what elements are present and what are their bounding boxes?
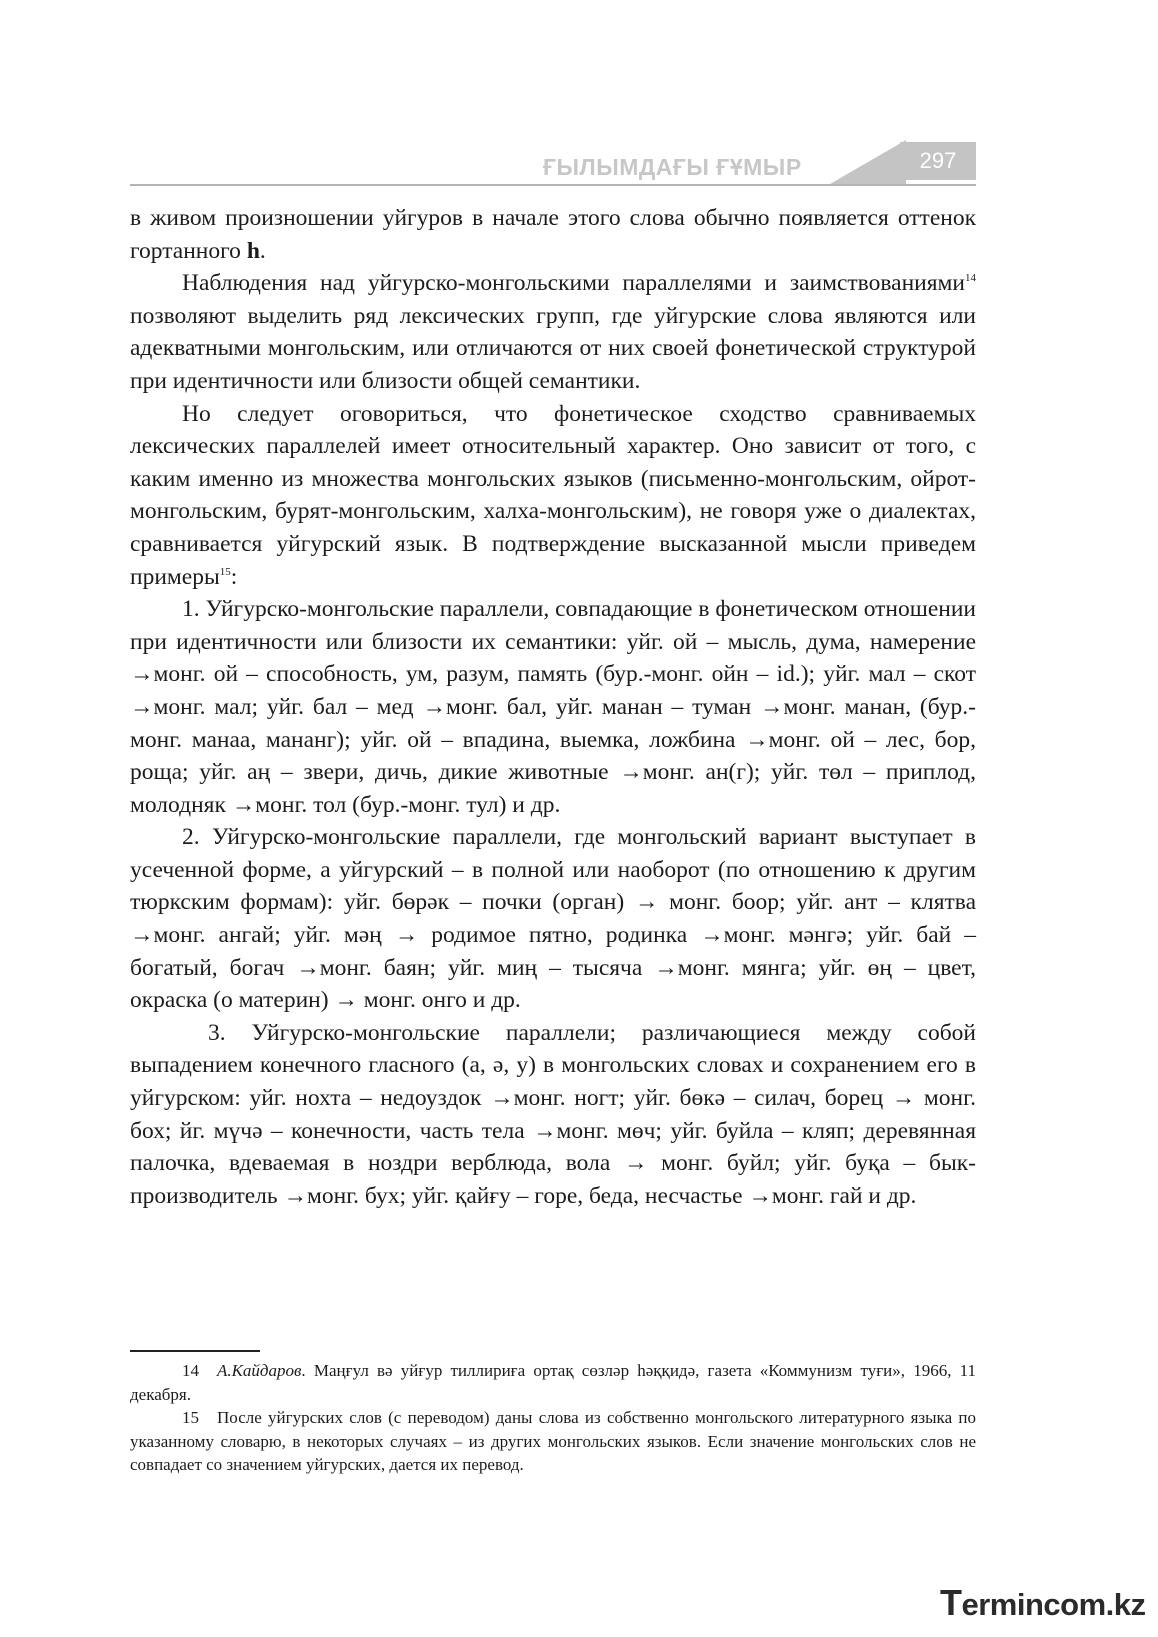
list-item: 1. Уйгурско-монгольские параллели, совпадающие в фонетическом отношении при идентичности или близости их семантики: уйг. ой – мысль, дума, намерение →монг. ой – способность, ум, разум, память (бур.-монг. ойн – id.); уйг. мал – скот →монг. мал; уйг. бал – мед →монг. бал, уйг. манан – туман →монг. манан, (бур.-монг. манаа, мананг); уйг. ой – впадина, выемка, ложбина →монг. ой – лес, бор, роща; уйг. аң – звери, дичь, дикие животные →монг. ан(г); уйг. төл – приплод, молодняк →монг. тол (бур.-монг. тул) и др. [130,596,976,818]
footnote-ref: 14 [965,272,976,285]
running-header [130,138,976,190]
paragraph: Наблюдения над уйгурско-монгольскими параллелями и заимствованиями$^{14}$ позволяют выделить ряд лексических групп, где уйгурские слова являются или адекватными монгольским, или отличаются от них своей фонетической структурой при идентичности или близости общей семантики. [130,270,976,394]
page-number: 297 [900,142,976,180]
header-rule [130,184,976,186]
paragraph: в живом произношении уйгуров в начале этого слова обычно появляется оттенок гортанного h. [130,205,976,264]
body-text [130,202,976,1212]
bold-letter: h [246,237,260,264]
footnotes [130,1359,976,1477]
footnote: 14 А.Кайдаров. Маңғул вә уйғур тиллириға ортақ сөзләр һәққидә, газета «Коммунизм туғи», 1966, 11 декабря. [130,1361,976,1404]
footnote: 15 После уйгурских слов (с переводом) даны слова из собственно монгольского литературного языка по указанному словарю, в некоторых случаях – из других монгольских языков. Если значение монгольских слов не совпадает со значением уйгурских, дается их перевод. [130,1408,976,1474]
paragraph: Но следует оговориться, что фонетическое сходство сравниваемых лексических параллелей имеет относительный характер. Оно зависит от того, с каким именно из множества монгольских языков (письменно-монгольским, ойрот-монгольским, бурят-монгольским, халха-монгольским), не говоря уже о диалектах, сравнивается уйгурский язык. В подтверждение высказанной мысли приведем примеры$^{15}$: [130,400,976,590]
footnote-number: 14 [182,1361,199,1380]
footnote-separator [130,1350,260,1352]
list-item: 2. Уйгурско-монгольские параллели, где монгольский вариант выступает в усеченной форме, а уйгурский – в полной или наоборот (по отношению к другим тюркским формам): уйг. бөрәк – почки (орган) → монг. боор; уйг. ант – клятва →монг. ангай; уйг. мәң → родимое пятно, родинка →монг. мәнгә; уйг. бай – богатый, богач →монг. баян; уйг. миң – тысяча →монг. мянга; уйг. өң – цвет, окраска (о материн) → монг. онго и др. [130,824,976,1014]
journal-title: ҒЫЛЫМДАҒЫ ҒҰМЫР [543,154,802,180]
footnote-number: 15 [182,1408,199,1427]
footnote-author: А.Кайдаров [217,1361,302,1380]
header-triangle-decoration [830,140,906,184]
watermark-logo: Termincom.kz [940,1582,1146,1623]
footnote-ref: 15 [219,565,231,578]
list-item: 3. Уйгурско-монгольские параллели; различающиеся между собой выпадением конечного гласного (а, ә, у) в монгольских словах и сохранением его в уйгурском: уйг. нохта – недоуздок →монг. ногт; уйг. бөкә – силач, борец → монг. бох; йг. мүчә – конечности, часть тела →монг. мөч; уйг. буйла – кляп; деревянная палочка, вдеваемая в ноздри верблюда, вола → монг. буйл; уйг. буқа – бык-производитель →монг. бух; уйг. қайғу – горе, беда, несчастье →монг. гай и др. [130,1019,976,1209]
